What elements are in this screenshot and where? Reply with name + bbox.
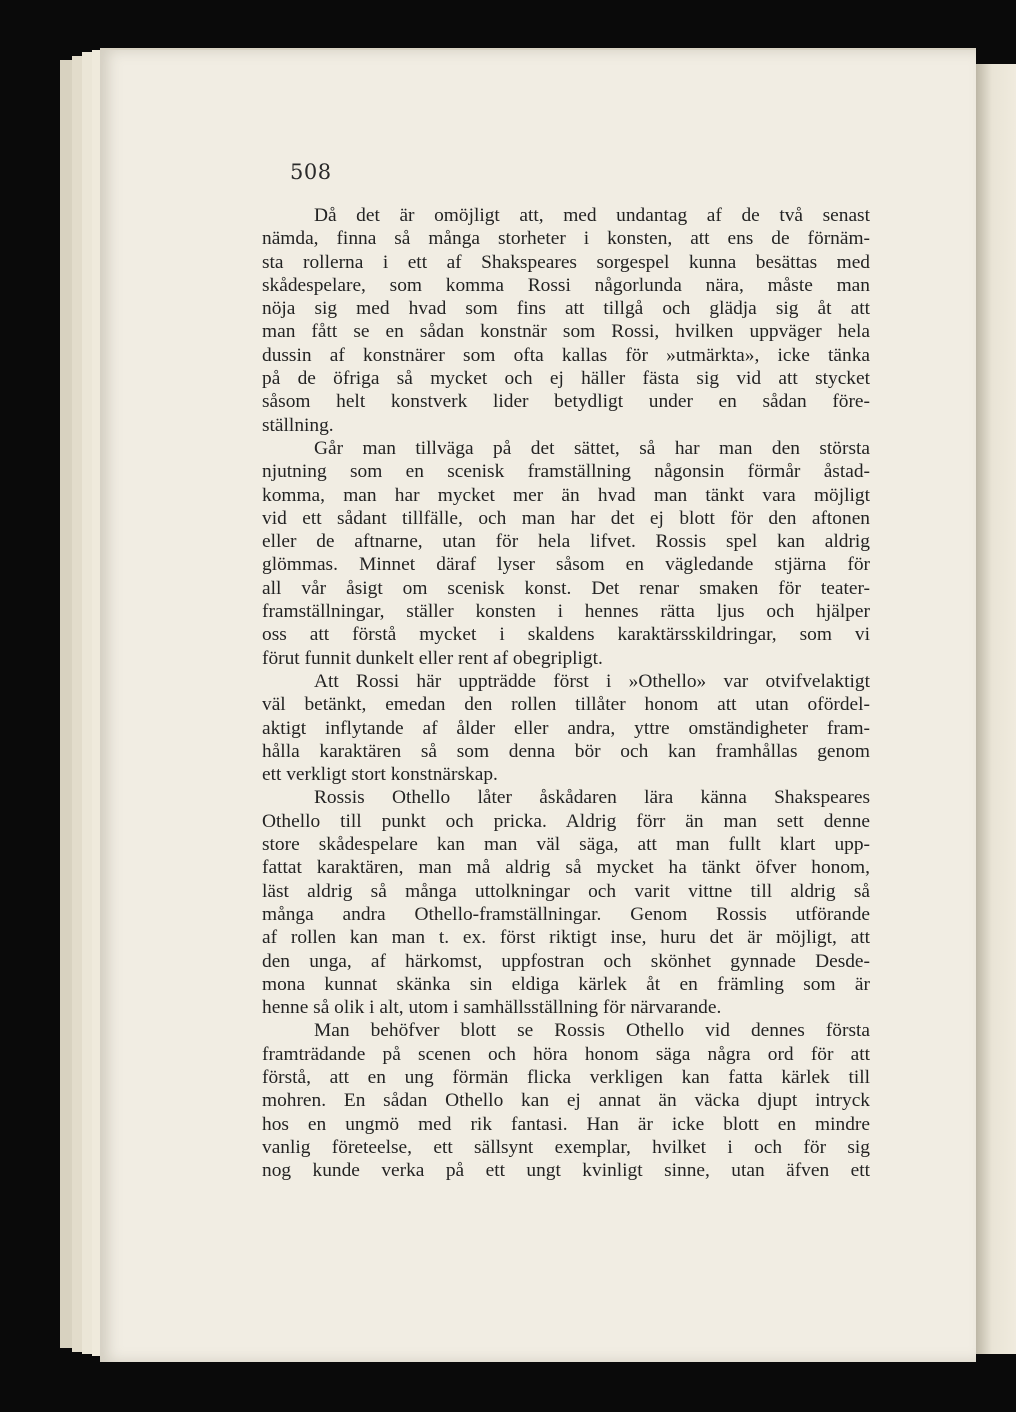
text-line: förstå, att en ung förmän flicka verkligen kan fatta kärlek till xyxy=(262,1066,870,1088)
text-line: Rossis Othello låter åskådaren lära känna Shakspeares xyxy=(314,787,870,809)
text-line: man fått se en sådan konstnär som Rossi, hvilken uppväger hela xyxy=(262,321,870,343)
text-line: framställningar, ställer konsten i hennes rätta ljus och hjälper xyxy=(262,601,870,623)
text-line: den unga, af härkomst, uppfostran och skönhet gynnade Desde- xyxy=(262,950,870,972)
text-line: ställning. xyxy=(262,414,334,436)
text-line: Går man tillväga på det sättet, så har man den största xyxy=(314,437,870,459)
text-line: njutning som en scenisk framställning någonsin förmår åstad- xyxy=(262,461,870,483)
facing-page-edge xyxy=(976,64,1016,1354)
text-line: nöja sig med hvad som fins att tillgå och glädja sig åt att xyxy=(262,298,870,320)
text-line: nämda, finna så många storheter i konsten, att ens de förnäm- xyxy=(262,228,870,250)
text-line: mona kunnat skänka sin eldiga kärlek åt en främling som är xyxy=(262,973,870,995)
text-line: eller de aftnarne, utan för hela lifvet. Rossis spel kan aldrig xyxy=(262,531,870,553)
text-line: Då det är omöjligt att, med undantag af de två senast xyxy=(314,205,870,226)
text-line: hålla karaktären så som denna bör och kan framhållas genom xyxy=(262,740,870,762)
page-number: 508 xyxy=(290,160,332,184)
text-line: sta rollerna i ett af Shakspeares sorgespel kunna besättas med xyxy=(262,251,870,273)
body-text xyxy=(262,204,870,1182)
text-line: all vår åsigt om scenisk konst. Det renar smaken för teater- xyxy=(262,577,870,599)
text-line: komma, man har mycket mer än hvad man tänkt vara möjligt xyxy=(262,484,870,506)
text-line: aktigt inflytande af ålder eller andra, yttre omständigheter fram- xyxy=(262,717,870,739)
text-line: dussin af konstnärer som ofta kallas för »utmärkta», icke tänka xyxy=(262,344,870,366)
text-line: store skådespelare kan man väl säga, att man fullt klart upp- xyxy=(262,834,870,856)
text-line: Othello till punkt och pricka. Aldrig förr än man sett denne xyxy=(262,810,870,832)
text-line: Man behöfver blott se Rossis Othello vid dennes första xyxy=(314,1020,870,1042)
text-line: ett verkligt stort konstnärskap. xyxy=(262,764,498,786)
text-line: väl betänkt, emedan den rollen tillåter honom att utan ofördel- xyxy=(262,694,870,716)
text-line: förut funnit dunkelt eller rent af obegripligt. xyxy=(262,647,603,669)
text-line: framträdande på scenen och höra honom säga några ord för att xyxy=(262,1043,870,1065)
text-line: Att Rossi här uppträdde först i »Othello» var otvifvelaktigt xyxy=(314,670,870,692)
text-line: skådespelare, som komma Rossi någorlunda nära, måste man xyxy=(262,274,870,296)
text-line: vid ett sådant tillfälle, och man har det ej blott för den aftonen xyxy=(262,507,870,529)
text-line: läst aldrig så många uttolkningar och varit vittne till aldrig så xyxy=(262,880,870,902)
text-line: fattat karaktären, man må aldrig så mycket ha tänkt öfver honom, xyxy=(262,857,870,879)
text-line: af rollen kan man t. ex. först riktigt inse, huru det är möjligt, att xyxy=(262,927,870,949)
text-line: såsom helt konstverk lider betydligt under en sådan före- xyxy=(262,391,870,413)
text-line: vanlig företeelse, ett sällsynt exemplar, hvilket i och för sig xyxy=(262,1136,870,1158)
text-line: henne så olik i alt, utom i samhällsställning för närvarande. xyxy=(262,997,722,1019)
text-line: hos en ungmö med rik fantasi. Han är icke blott en mindre xyxy=(262,1113,870,1135)
text-line: nog kunde verka på ett ungt kvinligt sinne, utan äfven ett xyxy=(262,1160,870,1182)
text-line: oss att förstå mycket i skaldens karaktärsskildringar, som vi xyxy=(262,624,870,646)
text-line: på de öfriga så mycket och ej häller fästa sig vid att stycket xyxy=(262,368,870,390)
text-line: mohren. En sådan Othello kan ej annat än väcka djupt intryck xyxy=(262,1090,870,1112)
text-line: många andra Othello-framställningar. Genom Rossis utförande xyxy=(262,903,870,925)
text-line: glömmas. Minnet däraf lyser såsom en vägledande stjärna för xyxy=(262,554,870,576)
